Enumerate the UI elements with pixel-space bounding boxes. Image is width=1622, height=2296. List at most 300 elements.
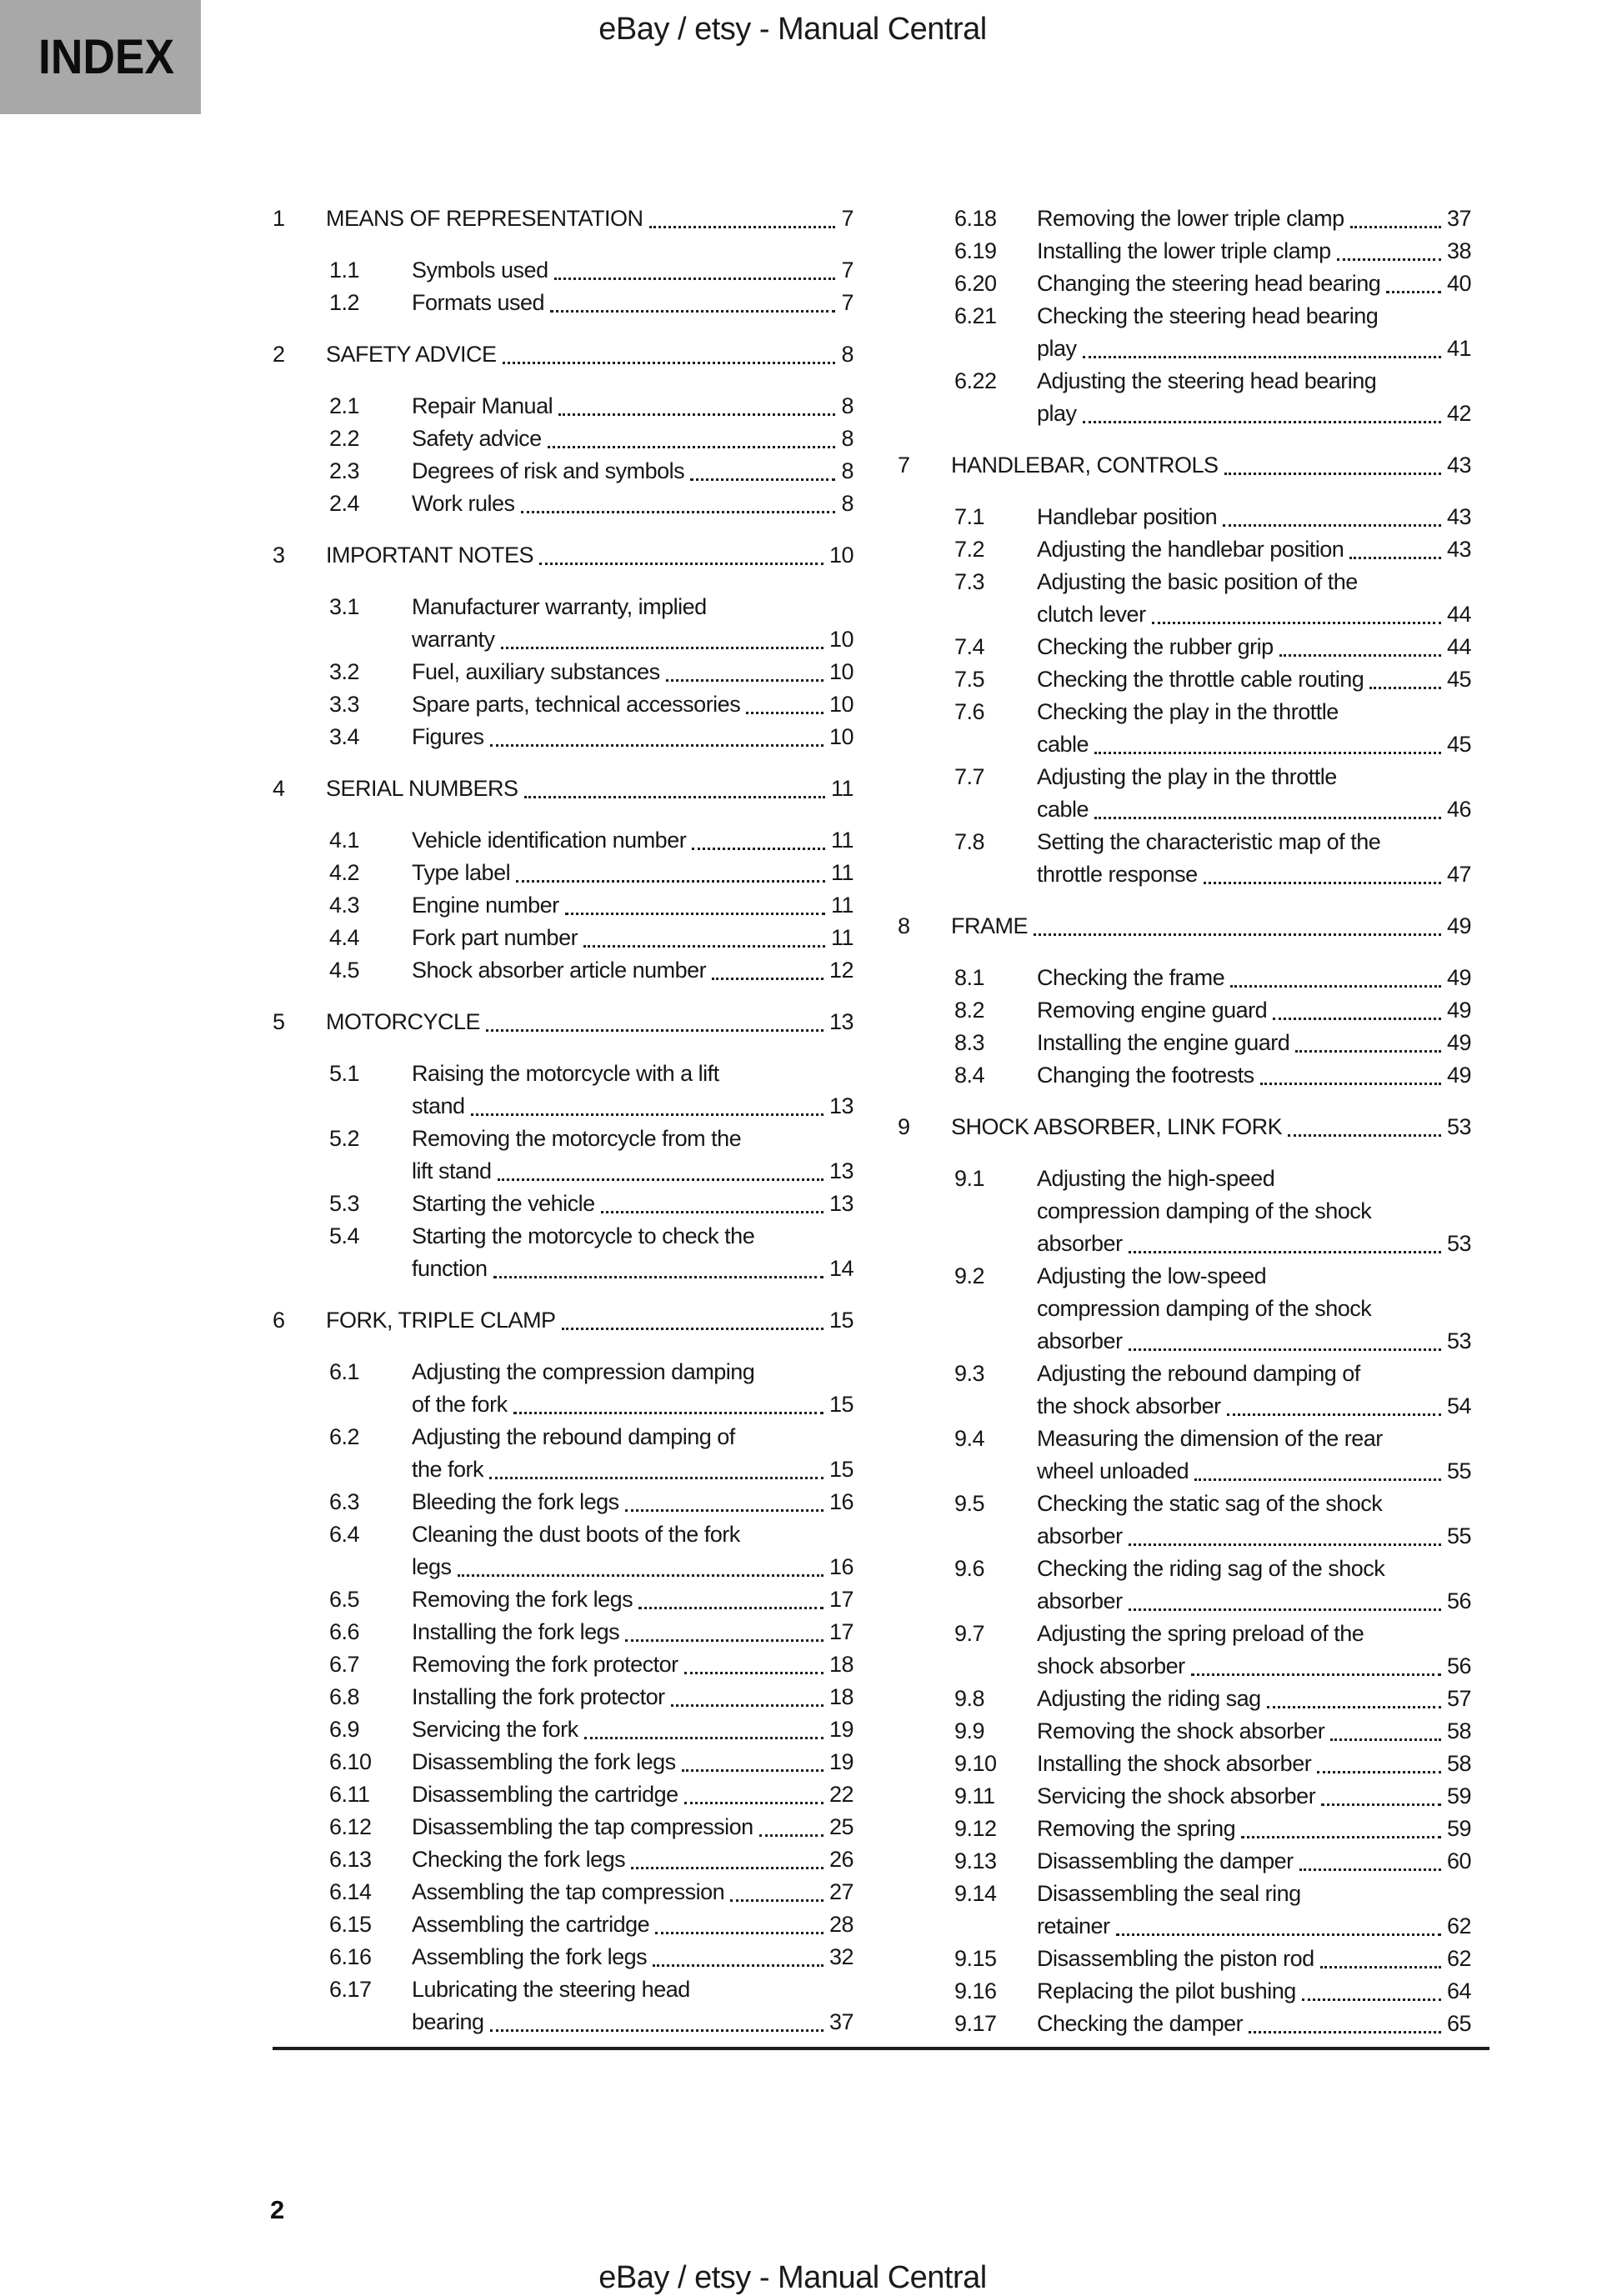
toc-entry <box>273 1778 854 1811</box>
entry-number: 6.6 <box>329 1619 360 1644</box>
entry-title: Shock absorber article number <box>412 958 707 983</box>
entry-title: Bleeding the fork legs <box>412 1489 619 1514</box>
toc-line <box>898 962 1471 994</box>
dot-leader <box>1321 1780 1441 1806</box>
entry-title: Removing the fork legs <box>412 1587 633 1612</box>
entry-page: 58 <box>1446 1751 1471 1776</box>
entry-title: Adjusting the spring preload of the <box>1037 1621 1364 1646</box>
entry-page: 8 <box>841 426 854 451</box>
entry-title: Adjusting the compression damping <box>412 1359 755 1384</box>
toc-entry <box>273 1356 854 1421</box>
entry-page: 11 <box>830 860 854 885</box>
entry-page: 38 <box>1446 238 1471 263</box>
entry-number: 3.4 <box>329 724 360 749</box>
toc-line <box>273 1421 854 1453</box>
entry-title: Checking the damper <box>1037 2011 1244 2036</box>
dot-leader <box>730 1876 824 1902</box>
toc-line <box>273 1253 854 1285</box>
toc-entry <box>898 1975 1471 2008</box>
entry-title: play <box>1037 336 1077 361</box>
dot-leader <box>684 1648 824 1674</box>
entry-title: function <box>412 1256 488 1281</box>
toc-entry <box>898 2008 1471 2040</box>
toc-line <box>273 954 854 987</box>
toc-line <box>898 1260 1471 1293</box>
toc-line <box>898 501 1471 533</box>
entry-title: Replacing the pilot bushing <box>1037 1978 1296 2003</box>
dot-leader <box>1152 598 1441 624</box>
entry-page: 17 <box>829 1619 854 1644</box>
entry-number: 9.4 <box>954 1426 985 1451</box>
toc-entry <box>898 826 1471 891</box>
entry-title: Disassembling the cartridge <box>412 1782 678 1807</box>
entry-title: absorber <box>1037 1588 1123 1613</box>
entry-number: 2 <box>273 342 285 367</box>
entry-page: 37 <box>1446 206 1471 231</box>
dot-leader <box>1288 1111 1441 1137</box>
dot-leader <box>1034 910 1441 936</box>
toc-line <box>273 1304 854 1337</box>
dot-leader <box>1116 1910 1441 1936</box>
header-title: eBay / etsy - Manual Central <box>598 12 987 47</box>
page-number: 2 <box>270 2195 285 2224</box>
entry-number: 5.1 <box>329 1061 360 1086</box>
toc-line <box>273 1778 854 1811</box>
toc-line <box>898 533 1471 566</box>
entry-page: 22 <box>829 1782 854 1807</box>
toc-line <box>898 1553 1471 1585</box>
toc-line <box>898 333 1471 365</box>
entry-page: 49 <box>1446 1030 1471 1055</box>
entry-page: 11 <box>830 828 854 853</box>
toc-entry <box>273 1220 854 1285</box>
toc-line <box>898 1910 1471 1943</box>
dot-leader <box>1191 1650 1441 1676</box>
entry-page: 59 <box>1446 1783 1471 1808</box>
toc-entry <box>273 1518 854 1583</box>
toc-entry <box>898 696 1471 761</box>
entry-page: 13 <box>829 1093 854 1118</box>
toc-line <box>898 1059 1471 1092</box>
toc-line <box>898 858 1471 891</box>
entry-title: Assembling the fork legs <box>412 1944 648 1969</box>
entry-number: 5.3 <box>329 1191 360 1216</box>
entry-page: 13 <box>829 1191 854 1216</box>
toc-entry <box>898 663 1471 696</box>
toc-line <box>273 1843 854 1876</box>
toc-line <box>273 390 854 423</box>
entry-number: 2.4 <box>329 491 360 516</box>
toc-line <box>273 1356 854 1388</box>
entry-page: 53 <box>1446 1231 1471 1256</box>
entry-title: play <box>1037 401 1077 426</box>
entry-title: Starting the motorcycle to check the <box>412 1223 755 1248</box>
toc-entry <box>898 1878 1471 1943</box>
toc-line <box>273 688 854 721</box>
toc-line <box>898 1878 1471 1910</box>
entry-page: 10 <box>829 627 854 652</box>
toc-line <box>273 1388 854 1421</box>
entry-number: 9.6 <box>954 1556 985 1581</box>
toc-line <box>898 2008 1471 2040</box>
dot-leader <box>1129 1585 1441 1611</box>
toc-line <box>898 365 1471 398</box>
dot-leader <box>516 857 825 883</box>
entry-page: 17 <box>829 1587 854 1612</box>
dot-leader <box>692 824 825 850</box>
toc-line <box>273 1058 854 1090</box>
dot-leader <box>666 656 824 682</box>
toc-entry <box>273 1843 854 1876</box>
dot-leader <box>521 488 836 513</box>
entry-page: 49 <box>1446 1063 1471 1088</box>
entry-title: Assembling the cartridge <box>412 1912 650 1937</box>
entry-page: 10 <box>829 659 854 684</box>
toc-line <box>273 1648 854 1681</box>
toc-entry <box>273 954 854 987</box>
dot-leader <box>1083 398 1441 423</box>
entry-page: 65 <box>1446 2011 1471 2036</box>
toc-entry <box>898 1683 1471 1715</box>
entry-number: 7.4 <box>954 634 985 659</box>
entry-title: shock absorber <box>1037 1653 1185 1678</box>
toc-chapter-entry <box>273 338 854 371</box>
toc-line <box>898 631 1471 663</box>
entry-title: HANDLEBAR, CONTROLS <box>951 453 1219 478</box>
dot-leader <box>584 1713 824 1739</box>
entry-number: 8.2 <box>954 998 985 1023</box>
toc-chapter-entry <box>273 539 854 572</box>
toc-entry <box>273 656 854 688</box>
entry-number: 6.14 <box>329 1879 372 1904</box>
entry-title: Removing the lower triple clamp <box>1037 206 1344 231</box>
entry-page: 47 <box>1446 862 1471 887</box>
entry-title: Installing the fork legs <box>412 1619 620 1644</box>
toc-line <box>273 1220 854 1253</box>
dot-leader <box>1083 333 1441 358</box>
toc-line <box>898 300 1471 333</box>
entry-title: compression damping of the shock <box>1037 1296 1372 1321</box>
toc-line <box>898 1455 1471 1488</box>
toc-line <box>898 1683 1471 1715</box>
toc-line <box>273 656 854 688</box>
toc-line <box>273 1941 854 1973</box>
toc-entry <box>273 254 854 287</box>
dot-leader <box>565 889 825 915</box>
toc-entry <box>273 1876 854 1908</box>
toc-line <box>898 1488 1471 1520</box>
toc-line <box>898 1748 1471 1780</box>
entry-number: 6.5 <box>329 1587 360 1612</box>
entry-title: Repair Manual <box>412 393 553 418</box>
toc-entry <box>273 1973 854 2038</box>
toc-entry <box>273 1486 854 1518</box>
toc-entry <box>273 1648 854 1681</box>
entry-number: 6.18 <box>954 206 997 231</box>
toc-entry <box>273 488 854 520</box>
footer-title: eBay / etsy - Manual Central <box>598 2260 987 2295</box>
entry-title: Adjusting the rebound damping of <box>1037 1361 1360 1386</box>
entry-title: Adjusting the high-speed <box>1037 1166 1275 1191</box>
entry-page: 43 <box>1446 504 1471 529</box>
dot-leader <box>471 1090 824 1116</box>
entry-number: 9.5 <box>954 1491 985 1516</box>
toc-line <box>273 1616 854 1648</box>
entry-title: IMPORTANT NOTES <box>326 543 534 568</box>
entry-title: Engine number <box>412 893 559 918</box>
entry-page: 11 <box>830 925 854 950</box>
toc-entry <box>273 1616 854 1648</box>
entry-title: absorber <box>1037 1523 1123 1548</box>
index-label: INDEX <box>38 30 175 84</box>
toc-chapter-entry <box>273 203 854 235</box>
toc-line <box>273 721 854 753</box>
entry-number: 2.2 <box>329 426 360 451</box>
entry-page: 49 <box>1446 998 1471 1023</box>
entry-page: 11 <box>830 893 854 918</box>
entry-page: 19 <box>829 1717 854 1742</box>
dot-leader <box>625 1616 824 1642</box>
toc-line <box>273 1518 854 1551</box>
entry-page: 11 <box>830 776 854 801</box>
dot-leader <box>1350 203 1441 228</box>
dot-leader <box>558 390 835 416</box>
dot-leader <box>1129 1520 1441 1546</box>
toc-entry <box>898 365 1471 430</box>
entry-title: Checking the steering head bearing <box>1037 303 1379 328</box>
toc-line <box>898 598 1471 631</box>
toc-column-left <box>273 203 854 2038</box>
entry-title: SHOCK ABSORBER, LINK FORK <box>951 1114 1283 1139</box>
toc-entry <box>273 688 854 721</box>
entry-number: 1.1 <box>329 258 360 283</box>
toc-line <box>898 1111 1471 1143</box>
entry-number: 7.8 <box>954 829 985 854</box>
entry-number: 7 <box>898 453 910 478</box>
dot-leader <box>682 1746 824 1772</box>
entry-page: 10 <box>829 724 854 749</box>
entry-title: Adjusting the basic position of the <box>1037 569 1358 594</box>
entry-page: 16 <box>829 1489 854 1514</box>
toc-entry <box>273 824 854 857</box>
entry-number: 6.10 <box>329 1749 372 1774</box>
toc-column-right <box>898 203 1471 2040</box>
entry-number: 8.1 <box>954 965 985 990</box>
toc-entry <box>273 922 854 954</box>
dot-leader <box>690 455 835 481</box>
toc-line <box>273 1908 854 1941</box>
entry-number: 6.2 <box>329 1424 360 1449</box>
entry-title: Adjusting the play in the throttle <box>1037 764 1337 789</box>
entry-number: 9.15 <box>954 1946 997 1971</box>
entry-number: 9.9 <box>954 1718 985 1743</box>
entry-page: 18 <box>829 1684 854 1709</box>
toc-line <box>273 1973 854 2006</box>
toc-line <box>898 449 1471 482</box>
toc-entry <box>273 1421 854 1486</box>
entry-number: 8.4 <box>954 1063 985 1088</box>
entry-number: 6.1 <box>329 1359 360 1384</box>
toc-line <box>273 889 854 922</box>
entry-title: Checking the rubber grip <box>1037 634 1274 659</box>
dot-leader <box>1230 962 1441 988</box>
dot-leader <box>1337 235 1441 261</box>
entry-page: 8 <box>841 491 854 516</box>
toc-line <box>273 287 854 319</box>
toc-entry <box>898 631 1471 663</box>
dot-leader <box>1129 1228 1441 1253</box>
dot-leader <box>712 954 824 980</box>
dot-leader <box>1249 2008 1441 2033</box>
dot-leader <box>458 1551 824 1577</box>
dot-leader <box>671 1681 824 1707</box>
entry-number: 9.3 <box>954 1361 985 1386</box>
entry-title: Removing engine guard <box>1037 998 1268 1023</box>
entry-title: Assembling the tap compression <box>412 1879 725 1904</box>
dot-leader <box>548 423 836 448</box>
toc-entry <box>273 1188 854 1220</box>
entry-number: 9.7 <box>954 1621 985 1646</box>
dot-leader <box>1349 533 1441 559</box>
toc-line <box>898 1293 1471 1325</box>
toc-line <box>898 793 1471 826</box>
toc-entry <box>898 962 1471 994</box>
toc-entry <box>898 235 1471 268</box>
entry-title: SERIAL NUMBERS <box>326 776 518 801</box>
entry-number: 7.1 <box>954 504 985 529</box>
dot-leader <box>562 1304 824 1330</box>
entry-title: FRAME <box>951 913 1028 938</box>
entry-number: 4.2 <box>329 860 360 885</box>
toc-line <box>898 1650 1471 1683</box>
entry-title: the shock absorber <box>1037 1393 1221 1418</box>
dot-leader <box>503 338 836 364</box>
toc-line <box>898 1228 1471 1260</box>
entry-number: 6.21 <box>954 303 997 328</box>
entry-page: 49 <box>1446 965 1471 990</box>
entry-title: warranty <box>412 627 495 652</box>
entry-title: Disassembling the damper <box>1037 1848 1294 1873</box>
toc-line <box>898 1845 1471 1878</box>
entry-title: Adjusting the handlebar position <box>1037 537 1344 562</box>
dot-leader <box>490 721 824 747</box>
entry-title: Removing the shock absorber <box>1037 1718 1325 1743</box>
entry-title: the fork <box>412 1457 484 1482</box>
toc-entry <box>898 1943 1471 1975</box>
dot-leader <box>583 922 825 948</box>
entry-page: 53 <box>1446 1114 1471 1139</box>
toc-line <box>273 824 854 857</box>
toc-entry <box>898 300 1471 365</box>
entry-number: 6.7 <box>329 1652 360 1677</box>
toc-entry <box>273 390 854 423</box>
entry-number: 6.3 <box>329 1489 360 1514</box>
entry-number: 9.14 <box>954 1881 997 1906</box>
dot-leader <box>649 203 836 228</box>
entry-page: 49 <box>1446 913 1471 938</box>
entry-page: 32 <box>829 1944 854 1969</box>
entry-title: Adjusting the steering head bearing <box>1037 368 1377 393</box>
toc-line <box>273 203 854 235</box>
entry-page: 15 <box>829 1308 854 1333</box>
toc-line <box>898 1520 1471 1553</box>
entry-title: Checking the fork legs <box>412 1847 626 1872</box>
toc-line <box>898 1163 1471 1195</box>
entry-title: cable <box>1037 797 1089 822</box>
toc-line <box>898 728 1471 761</box>
entry-page: 44 <box>1446 602 1471 627</box>
entry-number: 2.3 <box>329 458 360 483</box>
toc-entry <box>898 761 1471 826</box>
dot-leader <box>638 1583 824 1609</box>
entry-number: 7.6 <box>954 699 985 724</box>
toc-line <box>273 1681 854 1713</box>
toc-line <box>273 1746 854 1778</box>
entry-page: 16 <box>829 1554 854 1579</box>
dot-leader <box>513 1388 824 1414</box>
entry-title: Disassembling the fork legs <box>412 1749 676 1774</box>
entry-number: 9.11 <box>954 1783 995 1808</box>
toc-entry <box>898 1715 1471 1748</box>
entry-page: 54 <box>1446 1393 1471 1418</box>
entry-number: 8 <box>898 913 910 938</box>
toc-entry <box>898 1813 1471 1845</box>
dot-leader <box>498 1155 824 1181</box>
toc-entry <box>273 423 854 455</box>
toc-line <box>898 1780 1471 1813</box>
entry-title: retainer <box>1037 1913 1110 1938</box>
entry-page: 25 <box>829 1814 854 1839</box>
entry-number: 6.12 <box>329 1814 372 1839</box>
entry-page: 13 <box>829 1158 854 1183</box>
toc-entry <box>898 1553 1471 1618</box>
entry-page: 7 <box>841 206 854 231</box>
entry-page: 45 <box>1446 732 1471 757</box>
entry-number: 9.16 <box>954 1978 997 2003</box>
toc-line <box>273 338 854 371</box>
entry-number: 6.11 <box>329 1782 370 1807</box>
entry-number: 5.2 <box>329 1126 360 1151</box>
entry-page: 62 <box>1446 1913 1471 1938</box>
entry-number: 4.3 <box>329 893 360 918</box>
toc-entry <box>898 1488 1471 1553</box>
entry-number: 9.2 <box>954 1263 985 1288</box>
entry-title: Degrees of risk and symbols <box>412 458 685 483</box>
dot-leader <box>625 1486 824 1512</box>
entry-number: 6.13 <box>329 1847 372 1872</box>
entry-number: 4.1 <box>329 828 360 853</box>
toc-line <box>273 254 854 287</box>
entry-page: 14 <box>829 1256 854 1281</box>
toc-line <box>273 488 854 520</box>
dot-leader <box>1094 793 1441 819</box>
toc-line <box>273 1155 854 1188</box>
entry-number: 6.15 <box>329 1912 372 1937</box>
dot-leader <box>601 1188 824 1213</box>
dot-leader <box>486 1006 824 1032</box>
entry-number: 4 <box>273 776 285 801</box>
toc-entry <box>273 1811 854 1843</box>
toc-line <box>273 1713 854 1746</box>
dot-leader <box>1224 449 1441 475</box>
toc-entry <box>898 501 1471 533</box>
toc-line <box>273 623 854 656</box>
toc-line <box>898 910 1471 943</box>
dot-leader <box>1094 728 1441 754</box>
entry-number: 3.1 <box>329 594 360 619</box>
entry-title: Changing the footrests <box>1037 1063 1254 1088</box>
entry-page: 8 <box>841 342 854 367</box>
